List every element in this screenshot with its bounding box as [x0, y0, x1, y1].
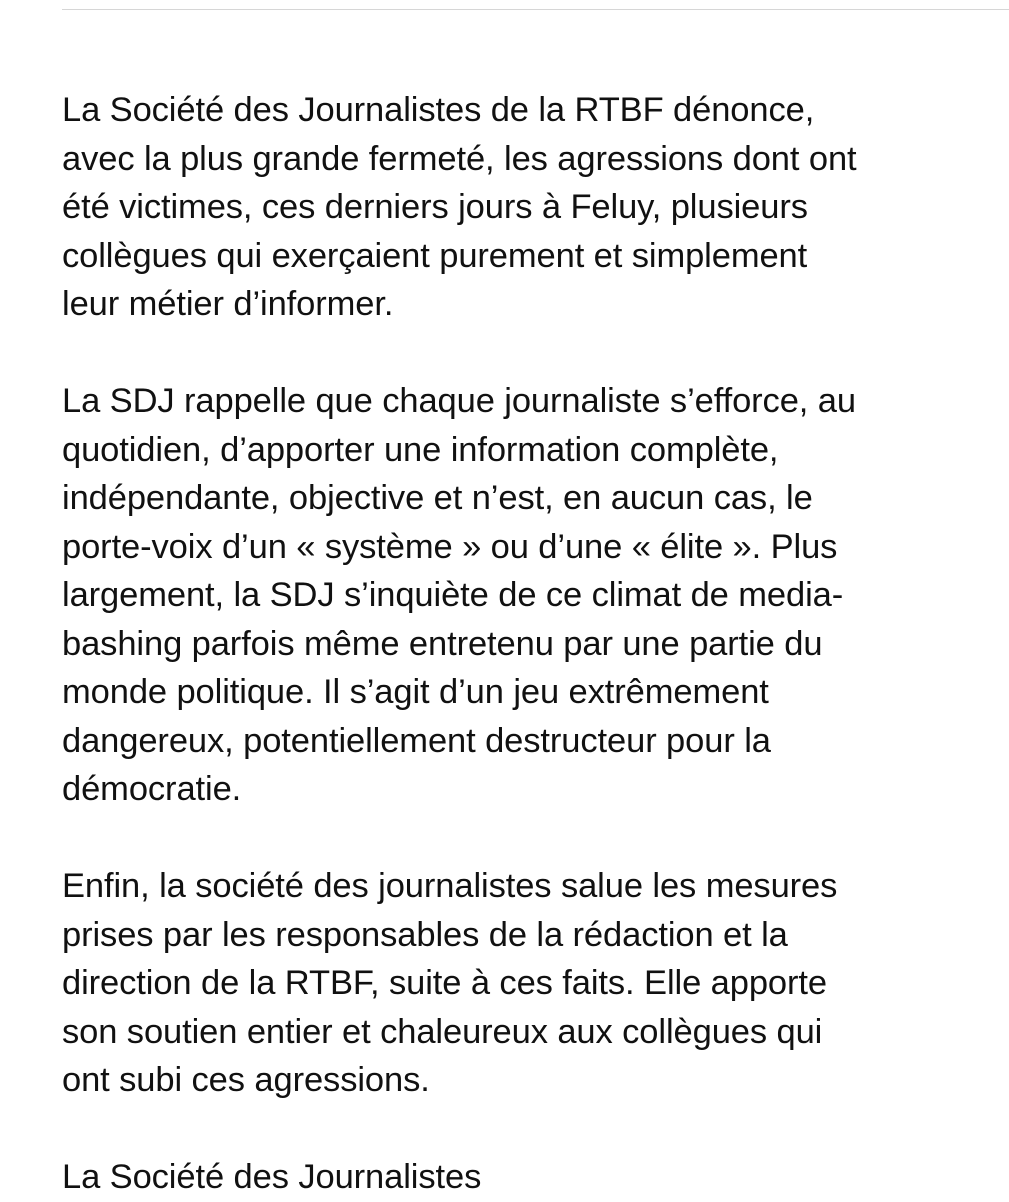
- text-line: avec la plus grande fermeté, les agressions dont ont: [62, 139, 857, 178]
- text-line: bashing parfois même entretenu par une partie du: [62, 624, 823, 663]
- text-line: La Société des Journalistes de la RTBF dénonce,: [62, 91, 815, 129]
- paragraph-support: [62, 862, 1002, 1105]
- text-line: collègues qui exerçaient purement et simplement: [62, 236, 808, 275]
- text-line: été victimes, ces derniers jours à Feluy, plusieurs: [62, 188, 808, 226]
- text-line: dangereux, potentiellement destructeur pour la: [62, 721, 771, 760]
- text-line: monde politique. Il s’agit d’un jeu extrêmement: [62, 673, 769, 711]
- signature-text: La Société des Journalistes: [62, 1158, 482, 1196]
- text-line: son soutien entier et chaleureux aux collègues qui: [62, 1012, 823, 1051]
- text-line: leur métier d’informer.: [62, 285, 394, 323]
- text-line: Enfin, la société des journalistes salue les mesures: [62, 867, 838, 905]
- text-line: quotidien, d’apporter une information complète,: [62, 430, 779, 469]
- text-line: direction de la RTBF, suite à ces faits. Elle apporte: [62, 964, 827, 1002]
- signature: [62, 1153, 1002, 1202]
- text-line: démocratie.: [62, 770, 242, 808]
- text-line: prises par les responsables de la rédaction et la: [62, 915, 788, 954]
- text-line: porte-voix d’un « système » ou d’une « élite ». Plus: [62, 527, 838, 566]
- text-line: indépendante, objective et n’est, en aucun cas, le: [62, 479, 813, 517]
- paragraph-condemnation: [62, 86, 1002, 329]
- statement-document: [62, 86, 1002, 1202]
- text-line: ont subi ces agressions.: [62, 1061, 430, 1099]
- top-divider: [62, 9, 1009, 10]
- text-line: largement, la SDJ s’inquiète de ce climat de media-: [62, 576, 844, 614]
- paragraph-reminder: [62, 377, 1002, 814]
- text-line: La SDJ rappelle que chaque journaliste s’efforce, au: [62, 382, 856, 420]
